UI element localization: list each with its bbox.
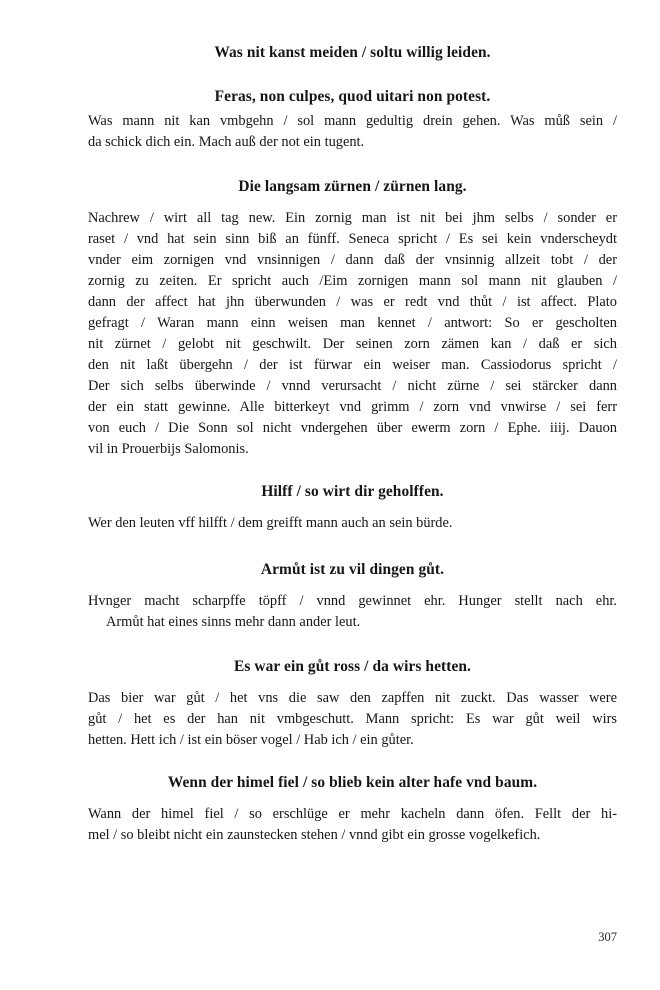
text-line: zornig zu zeiten. Er spricht auch /Eim zornigen mann sol mann nit glauben / (88, 273, 617, 289)
text-line: Das bier war gůt / het vns die saw den zapffen nit zuckt. Das wasser were (88, 690, 617, 706)
section-heading: Feras, non culpes, quod uitari non potest. (214, 88, 491, 105)
text-line: vil in Prouerbijs Salomonis. (88, 441, 249, 457)
section-paragraph (88, 591, 617, 633)
section-paragraph (88, 688, 617, 751)
text-line: der ein statt gewinne. Alle bitterkeyt vnd grimm / zorn vnd vnwirse / sei ferr (88, 399, 617, 415)
text-line: Wer den leuten vff hilfft / dem greifft mann auch an sein bürde. (88, 515, 453, 531)
section-heading: Die langsam zürnen / zürnen lang. (238, 178, 467, 195)
text-line: dann der affect hat jhn überwunden / was er redt vnd thůt / ist affect. Plato (88, 294, 617, 310)
text-line: Nachrew / wirt all tag new. Ein zornig man ist nit bei jhm selbs / sonder er (88, 210, 617, 226)
text-line: den nit laßt übergehn / der ist fürwar ein weiser man. Cassiodorus spricht / (88, 357, 617, 373)
section-paragraph (88, 208, 617, 460)
text-line: Was mann nit kan vmbgehn / sol mann gedultig drein gehen. Was můß sein / (88, 113, 617, 129)
section-paragraph (88, 804, 617, 846)
proverb-section (88, 562, 617, 633)
section-paragraph (88, 513, 617, 534)
book-page (88, 44, 617, 944)
text-line: nit zürnet / gelobt nit geschwilt. Der seinen zorn zämen kan / daß er sich (88, 336, 617, 352)
proverb-section (88, 659, 617, 751)
proverb-section (88, 775, 617, 846)
proverb-section (88, 45, 617, 153)
text-line: vnder eim zornigen vnd vnsinnigen / dann daß der vnsinnig allzeit tobt / der (88, 252, 617, 268)
proverb-sections (88, 45, 617, 846)
text-line: gefragt / Waran mann einn weisen man kennet / antwort: So er gescholten (88, 315, 617, 331)
page-number: 307 (598, 930, 617, 944)
text-line: Armůt hat eines sinns mehr dann ander leut. (88, 614, 361, 630)
text-line: mel / so bleibt nicht ein zaunstecken stehen / vnnd gibt ein grosse vogelkefich. (88, 827, 541, 843)
text-line: gůt / het es der han nit vmbgeschutt. Mann spricht: Es war gůt weil wirs (88, 711, 617, 727)
section-heading: Es war ein gůt ross / da wirs hetten. (234, 658, 471, 675)
proverb-section (88, 179, 617, 460)
section-heading: Was nit kanst meiden / soltu willig leiden. (214, 44, 491, 61)
section-heading: Hilff / so wirt dir geholffen. (261, 483, 444, 500)
text-line: raset / vnd hat sein sinn biß an fünff. Seneca spricht / Es sei kein vnderscheydt (88, 231, 617, 247)
text-line: da schick dich ein. Mach auß der not ein tugent. (88, 134, 365, 150)
text-line: von euch / Die Sonn sol nicht vndergehen über ewerm zorn / Ephe. iiij. Dauon (88, 420, 617, 436)
section-heading: Armůt ist zu vil dingen gůt. (260, 561, 445, 578)
text-line: Hvnger macht scharpffe töpff / vnnd gewinnet ehr. Hunger stellt nach ehr. (88, 593, 617, 609)
text-line: Der sich selbs überwinde / vnnd verursacht / nicht zürne / sei stärcker dann (88, 378, 617, 394)
proverb-section (88, 484, 617, 534)
text-line: Wann der himel fiel / so erschlüge er mehr kacheln dann öfen. Fellt der hi- (88, 806, 617, 822)
section-paragraph (88, 111, 617, 153)
section-heading: Wenn der himel fiel / so blieb kein alter hafe vnd baum. (167, 774, 538, 791)
text-line: hetten. Hett ich / ist ein böser vogel / Hab ich / ein gůter. (88, 732, 414, 748)
